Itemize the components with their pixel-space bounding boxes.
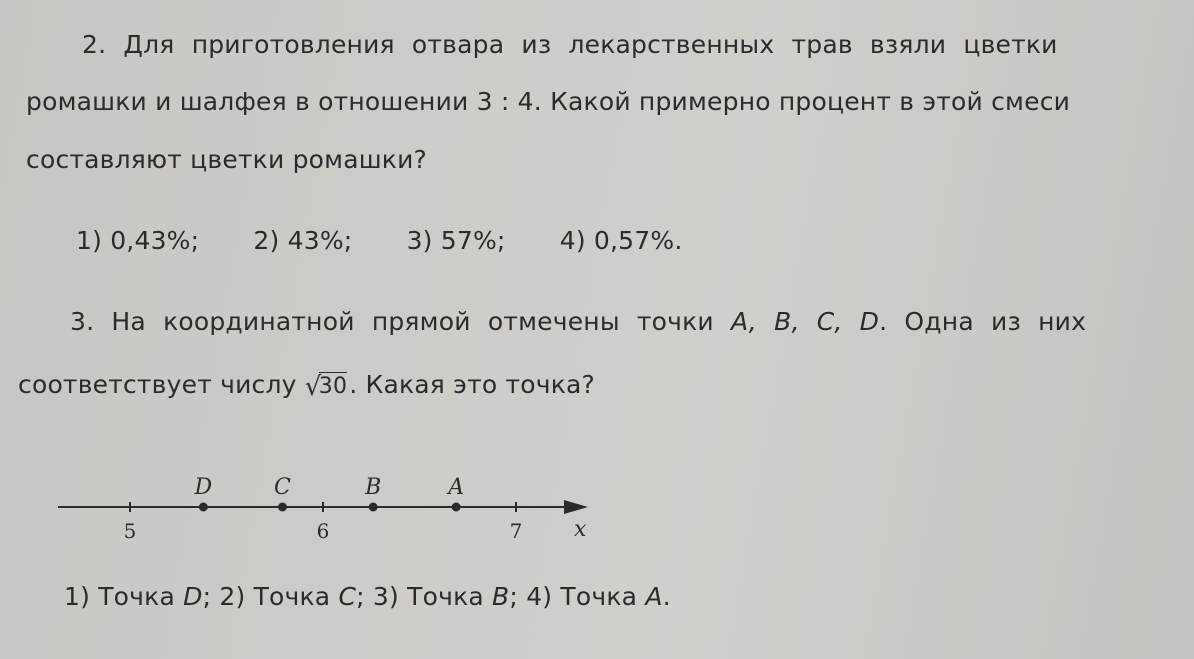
q2-option-1: 1) 0,43%; — [76, 226, 200, 255]
q3-text-line-2 — [18, 370, 596, 402]
point-A — [452, 503, 461, 512]
q2-option-4: 4) 0,57%. — [559, 226, 683, 255]
tick-label-6: 6 — [316, 519, 330, 543]
point-label-B: B — [365, 475, 382, 500]
q2-option-3: 3) 57%; — [406, 226, 506, 255]
tick-label-5: 5 — [123, 519, 137, 543]
q2-text-line-3: составляют цветки ромашки? — [26, 145, 428, 174]
q3-answer-3: 3) Точка B; — [372, 582, 527, 611]
point-label-A: A — [448, 475, 465, 500]
axis-label-x: x — [574, 517, 587, 542]
point-C — [278, 503, 287, 512]
number-line-ticks — [124, 502, 523, 543]
q3-points-list: A, B, C, D — [731, 307, 880, 336]
q2-options — [76, 226, 729, 255]
tick-label-7: 7 — [509, 519, 523, 543]
point-label-D: D — [194, 475, 213, 500]
q2-text-line-2: ромашки и шалфея в отношении 3 : 4. Какой примерно процент в этой смеси — [26, 87, 1071, 116]
point-label-C: C — [274, 475, 291, 500]
axis-arrow-icon — [564, 500, 588, 514]
point-D — [199, 503, 208, 512]
q3-text-line-1 — [70, 307, 1086, 336]
q3-line2-post: . Какая это точка? — [349, 370, 596, 399]
q3-line1-pre: 3. На координатной прямой отмечены точки — [70, 307, 732, 336]
q3-answers — [64, 582, 671, 611]
q3-answer-4: 4) Точка A. — [526, 582, 671, 611]
number-line — [50, 470, 610, 550]
q3-answer-2: 2) Точка C; — [219, 582, 373, 611]
point-B — [369, 503, 378, 512]
sqrt-expression — [304, 370, 348, 402]
radicand: 30 — [318, 374, 348, 399]
q3-line2-pre: соответствует числу — [18, 370, 305, 399]
radical-sign-icon: √ — [304, 372, 322, 402]
q2-option-2: 2) 43%; — [253, 226, 353, 255]
q3-answer-1: 1) Точка D; — [64, 582, 220, 611]
q2-text-line-1: 2. Для приготовления отвара из лекарственных трав взяли цветки — [82, 30, 1058, 59]
q3-line1-post: . Одна из них — [879, 307, 1087, 336]
